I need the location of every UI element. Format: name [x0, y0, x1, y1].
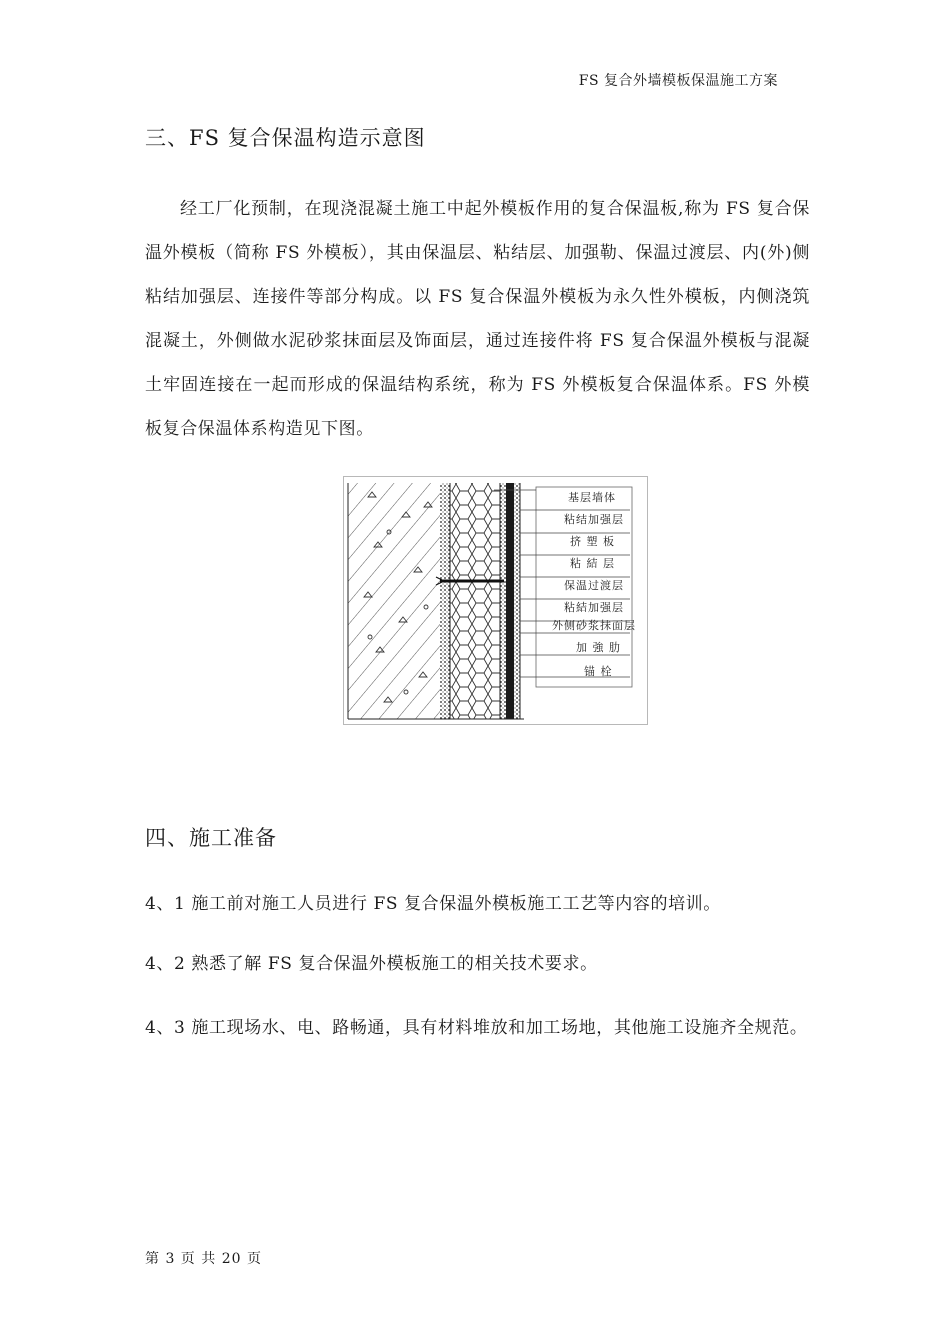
header-title: FS 复合外墙模板保温施工方案 [578, 73, 778, 89]
label-rib: 加 強 肋 [576, 641, 621, 654]
page-header [0, 0, 950, 96]
page-number: 第 3 页 共 20 页 [145, 1251, 262, 1267]
label-xps-board: 挤 塑 板 [570, 535, 615, 548]
list-item: 4、2 熟悉了解 FS 复合保温外模板施工的相关技术要求。 [145, 954, 598, 974]
label-bond-reinforce-1: 粘结加强层 [564, 513, 624, 526]
label-bond-reinforce-2: 粘結加强层 [564, 601, 624, 614]
section-3-heading: 三、FS 复合保温构造示意图 [145, 126, 426, 150]
label-base-wall: 基层墙体 [568, 491, 616, 504]
list-item: 4、3 施工现场水、电、路畅通，具有材料堆放和加工场地，其他施工设施齐全规范。 [145, 1018, 808, 1038]
label-transition-layer: 保温过渡层 [564, 579, 624, 592]
label-mortar-layer: 外侧砂浆抹面层 [552, 619, 636, 632]
label-anchor: 锚 栓 [584, 665, 613, 678]
list-item: 4、1 施工前对施工人员进行 FS 复合保温外模板施工工艺等内容的培训。 [145, 894, 721, 914]
label-bond-layer: 粘 結 层 [570, 557, 615, 570]
section-4-heading: 四、施工准备 [145, 826, 277, 850]
section-3-paragraph: 经工厂化预制，在现浇混凝土施工中起外模板作用的复合保温板,称为 FS 复合保温外模板（简称 FS 外模板），其由保温层、粘结层、加强勒、保温过渡层、内(外)侧粘结加强层、连接件等部分构成。以 FS 复合保温外模板为永久性外模板，内侧浇筑混凝土，外侧做水泥砂浆抹面层及饰面层，通过连接件将 FS 复合保温外模板与混凝土牢固连接在一起而形成的保温结构系统，称为 FS 外模板复合保温体系。FS 外模板复合保温体系构造见下图。 [145, 199, 810, 439]
wall-structure-diagram [343, 476, 648, 725]
